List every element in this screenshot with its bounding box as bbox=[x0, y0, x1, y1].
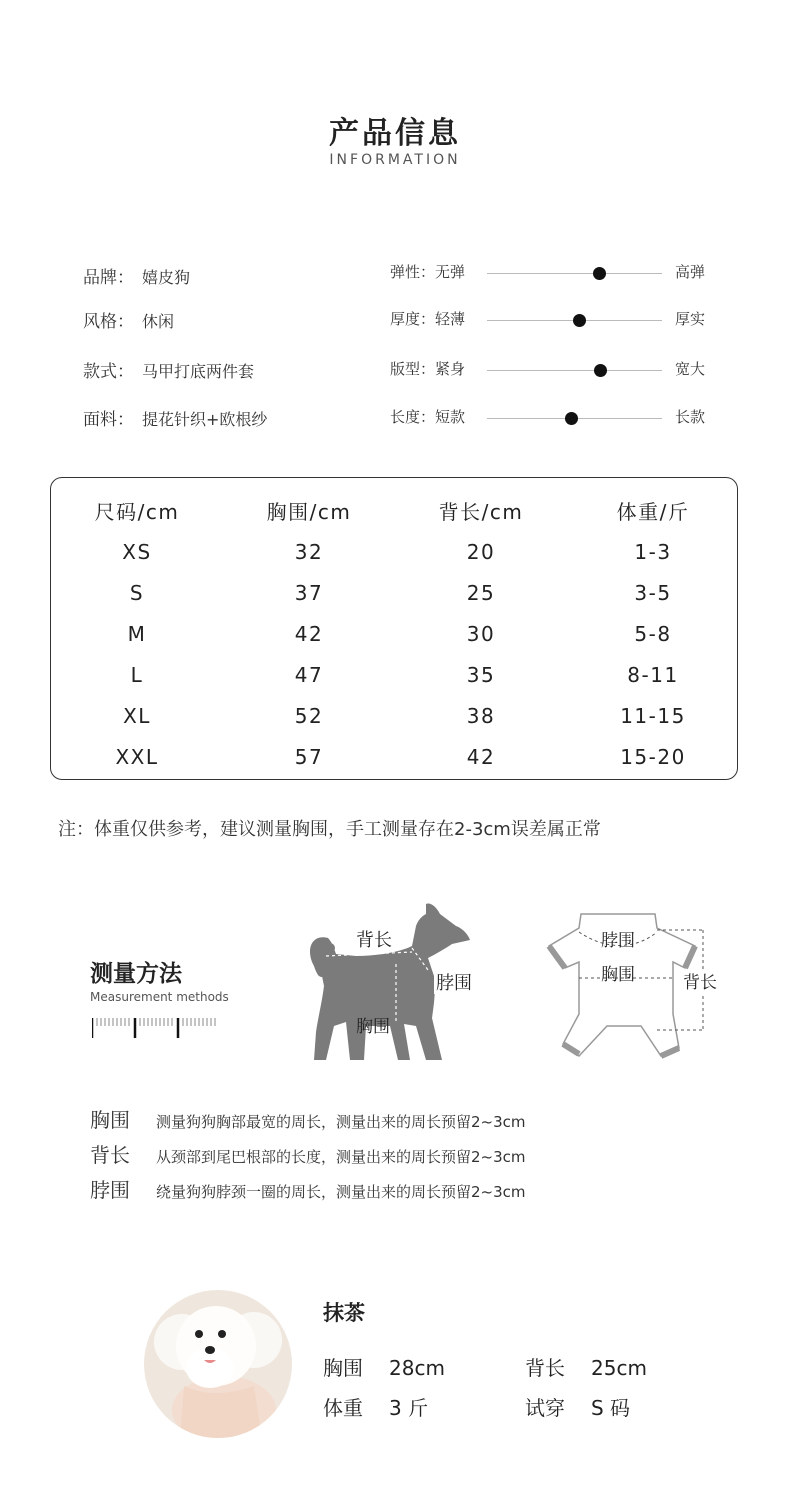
cell-chest: 42 bbox=[294, 621, 324, 646]
cell-size: XXL bbox=[115, 744, 159, 769]
page-subtitle: INFORMATION bbox=[329, 152, 461, 168]
model-back bbox=[525, 1352, 647, 1381]
scale-marker bbox=[593, 267, 606, 280]
definition-key: 脖围 bbox=[90, 1178, 130, 1202]
cell-weight: 11-15 bbox=[620, 703, 686, 728]
info-key: 面料： bbox=[83, 410, 134, 430]
stat-label: 背长 bbox=[525, 1356, 565, 1380]
cell-back: 42 bbox=[466, 744, 496, 769]
model-avatar bbox=[144, 1290, 292, 1438]
cell-size: S bbox=[129, 580, 145, 605]
table-row bbox=[51, 613, 739, 654]
cell-chest: 57 bbox=[294, 744, 324, 769]
table-row bbox=[51, 695, 739, 736]
cell-weight: 3-5 bbox=[634, 580, 672, 605]
info-type bbox=[83, 357, 254, 382]
garment-label-neck: 脖围 bbox=[601, 931, 635, 951]
col-header-size: 尺码/cm bbox=[94, 500, 180, 524]
size-table-header-row bbox=[51, 490, 739, 531]
cell-back: 20 bbox=[466, 539, 496, 564]
definition-key: 背长 bbox=[90, 1143, 130, 1167]
scale-thickness bbox=[390, 308, 720, 334]
scale-max-label: 厚实 bbox=[675, 310, 706, 328]
cell-size: L bbox=[130, 662, 144, 687]
col-header-back: 背长/cm bbox=[438, 500, 524, 524]
cell-size: M bbox=[127, 621, 147, 646]
stat-label: 胸围 bbox=[323, 1356, 363, 1380]
dog-photo-icon bbox=[144, 1290, 292, 1438]
info-value: 休闲 bbox=[142, 312, 175, 331]
info-brand bbox=[83, 263, 190, 288]
scale-marker bbox=[565, 412, 578, 425]
definition-back bbox=[90, 1139, 526, 1168]
model-weight bbox=[323, 1392, 428, 1421]
stat-value: 28cm bbox=[389, 1356, 445, 1380]
measure-subtitle: Measurement methods bbox=[90, 990, 229, 1004]
cell-weight: 5-8 bbox=[634, 621, 672, 646]
info-value: 马甲打底两件套 bbox=[142, 362, 255, 381]
dog-label-neck: 脖围 bbox=[436, 973, 472, 994]
scale-label: 版型：紧身 bbox=[390, 360, 466, 378]
cell-weight: 8-11 bbox=[627, 662, 679, 687]
size-table bbox=[51, 490, 739, 777]
definition-text: 绕量狗狗脖颈一圈的周长，测量出来的周长预留2~3cm bbox=[156, 1183, 526, 1201]
cell-back: 25 bbox=[466, 580, 496, 605]
cell-back: 38 bbox=[466, 703, 496, 728]
cell-back: 35 bbox=[466, 662, 496, 687]
size-note: 注：体重仅供参考，建议测量胸围，手工测量存在2-3cm误差属正常 bbox=[58, 819, 601, 840]
stat-value: S 码 bbox=[591, 1396, 631, 1420]
stat-label: 试穿 bbox=[525, 1396, 565, 1420]
scale-max-label: 长款 bbox=[675, 408, 706, 426]
garment-diagram bbox=[545, 910, 735, 1070]
scale-max-label: 宽大 bbox=[675, 360, 706, 378]
col-header-chest: 胸围/cm bbox=[266, 500, 352, 524]
table-row bbox=[51, 572, 739, 613]
scale-max-label: 高弹 bbox=[675, 263, 706, 281]
scale-label: 弹性：无弹 bbox=[390, 263, 466, 281]
dog-label-back: 背长 bbox=[356, 930, 392, 951]
stat-value: 3 斤 bbox=[389, 1396, 429, 1420]
scale-elasticity bbox=[390, 261, 720, 287]
info-fabric bbox=[83, 405, 267, 430]
definition-text: 从颈部到尾巴根部的长度，测量出来的周长预留2~3cm bbox=[156, 1148, 526, 1166]
scale-marker bbox=[594, 364, 607, 377]
dog-label-chest: 胸围 bbox=[356, 1017, 390, 1037]
scale-track bbox=[487, 370, 662, 371]
garment-label-chest: 胸围 bbox=[601, 965, 635, 985]
info-value: 提花针织+欧根纱 bbox=[142, 410, 268, 429]
measure-title: 测量方法 bbox=[90, 961, 182, 987]
cell-chest: 37 bbox=[294, 580, 324, 605]
cell-weight: 1-3 bbox=[634, 539, 672, 564]
scale-length bbox=[390, 406, 720, 432]
scale-label: 长度：短款 bbox=[390, 408, 466, 426]
scale-track bbox=[487, 273, 662, 274]
info-key: 款式： bbox=[83, 362, 134, 382]
info-key: 风格： bbox=[83, 312, 134, 332]
cell-size: XS bbox=[122, 539, 152, 564]
garment-label-back: 背长 bbox=[683, 973, 717, 993]
stat-label: 体重 bbox=[323, 1396, 363, 1420]
scale-label: 厚度：轻薄 bbox=[390, 310, 466, 328]
table-row bbox=[51, 736, 739, 777]
cell-size: XL bbox=[123, 703, 151, 728]
scale-fit bbox=[390, 358, 720, 384]
stat-value: 25cm bbox=[591, 1356, 647, 1380]
definition-key: 胸围 bbox=[90, 1108, 130, 1132]
model-name: 抹茶 bbox=[323, 1301, 365, 1325]
cell-chest: 52 bbox=[294, 703, 324, 728]
info-value: 嬉皮狗 bbox=[142, 268, 191, 287]
info-style bbox=[83, 307, 174, 332]
model-size-tried bbox=[525, 1392, 630, 1421]
cell-chest: 32 bbox=[294, 539, 324, 564]
definition-neck bbox=[90, 1174, 526, 1203]
definition-chest bbox=[90, 1104, 526, 1133]
table-row bbox=[51, 654, 739, 695]
table-row bbox=[51, 531, 739, 572]
size-table-box bbox=[50, 477, 738, 780]
definition-text: 测量狗狗胸部最宽的周长，测量出来的周长预留2~3cm bbox=[156, 1113, 526, 1131]
info-key: 品牌： bbox=[83, 268, 134, 288]
cell-chest: 47 bbox=[294, 662, 324, 687]
col-header-weight: 体重/斤 bbox=[616, 500, 690, 524]
dog-diagram bbox=[300, 900, 480, 1070]
cell-weight: 15-20 bbox=[620, 744, 686, 769]
scale-marker bbox=[573, 314, 586, 327]
page-title: 产品信息 bbox=[329, 116, 461, 151]
ruler-icon bbox=[92, 1014, 220, 1038]
model-chest bbox=[323, 1352, 445, 1381]
cell-back: 30 bbox=[466, 621, 496, 646]
